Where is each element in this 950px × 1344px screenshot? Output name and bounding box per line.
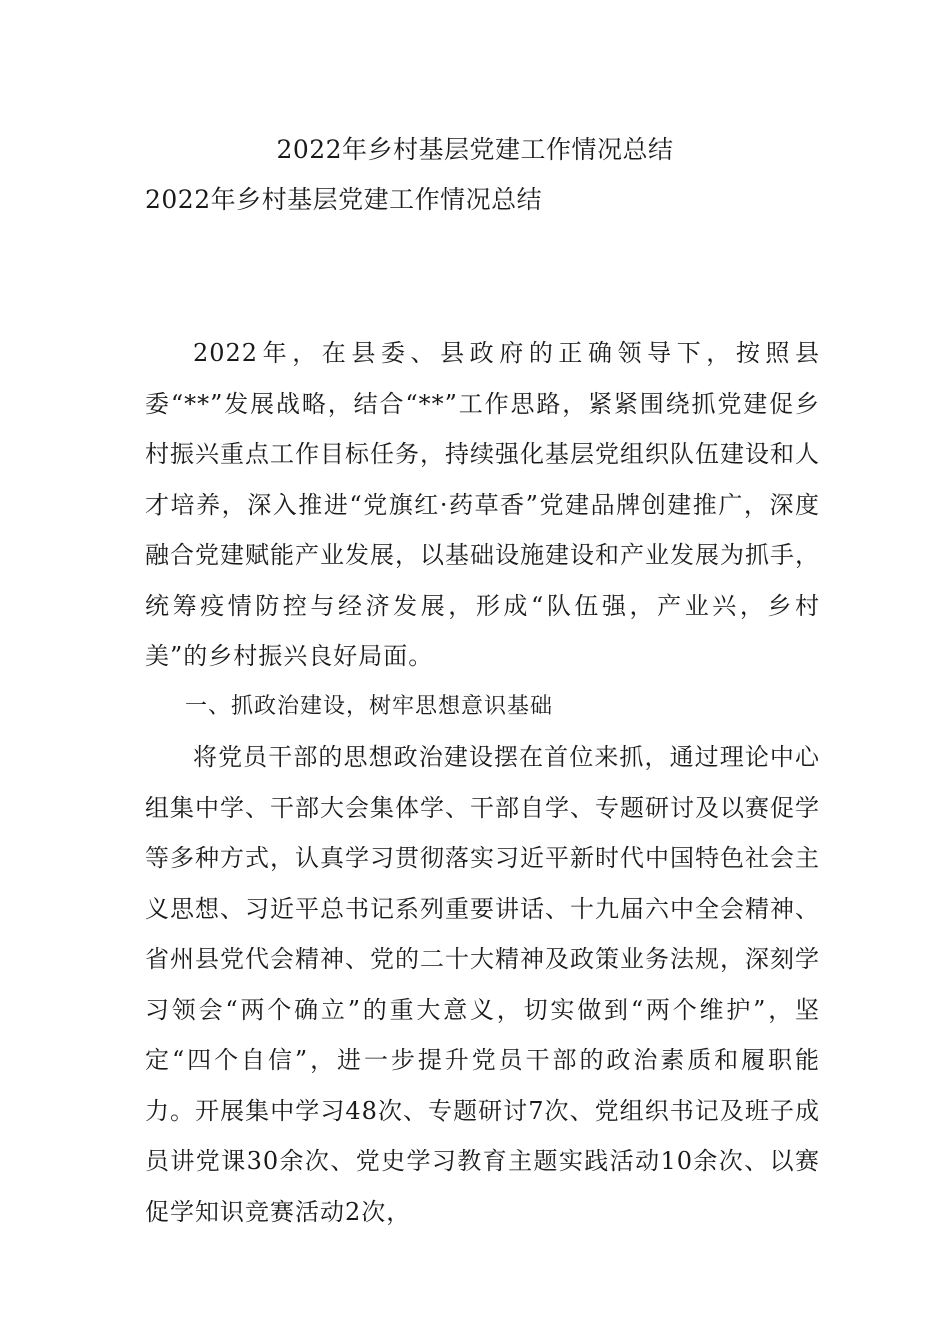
document-body	[145, 328, 820, 1237]
document-title-left: 2022年乡村基层党建工作情况总结	[145, 185, 543, 214]
section-heading-1: 一、抓政治建设，树牢思想意识基础	[185, 693, 554, 719]
intro-paragraph: 2022年，在县委、县政府的正确领导下，按照县委“**”发展战略，结合“**”工作思路，紧紧围绕抓党建促乡村振兴重点工作目标任务，持续强化基层党组织队伍建设和人才培养，深入推进“党旗红·药草香”党建品牌创建推广，深度融合党建赋能产业发展，以基础设施建设和产业发展为抓手，统筹疫情防控与经济发展，形成“队伍强，产业兴，乡村美”的乡村振兴良好局面。	[145, 339, 820, 670]
document-title-centered: 2022年乡村基层党建工作情况总结	[276, 135, 674, 164]
section-1-paragraph: 将党员干部的思想政治建设摆在首位来抓，通过理论中心组集中学、干部大会集体学、干部自学、专题研讨及以赛促学等多种方式，认真学习贯彻落实习近平新时代中国特色社会主义思想、习近平总书记系列重要讲话、十九届六中全会精神、省州县党代会精神、党的二十大精神及政策业务法规，深刻学习领会“两个确立”的重大意义，切实做到“两个维护”，坚定“四个自信”，进一步提升党员干部的政治素质和履职能力。开展集中学习48次、专题研讨7次、党组织书记及班子成员讲党课30余次、党史学习教育主题实践活动10余次、以赛促学知识竞赛活动2次，	[145, 743, 820, 1226]
